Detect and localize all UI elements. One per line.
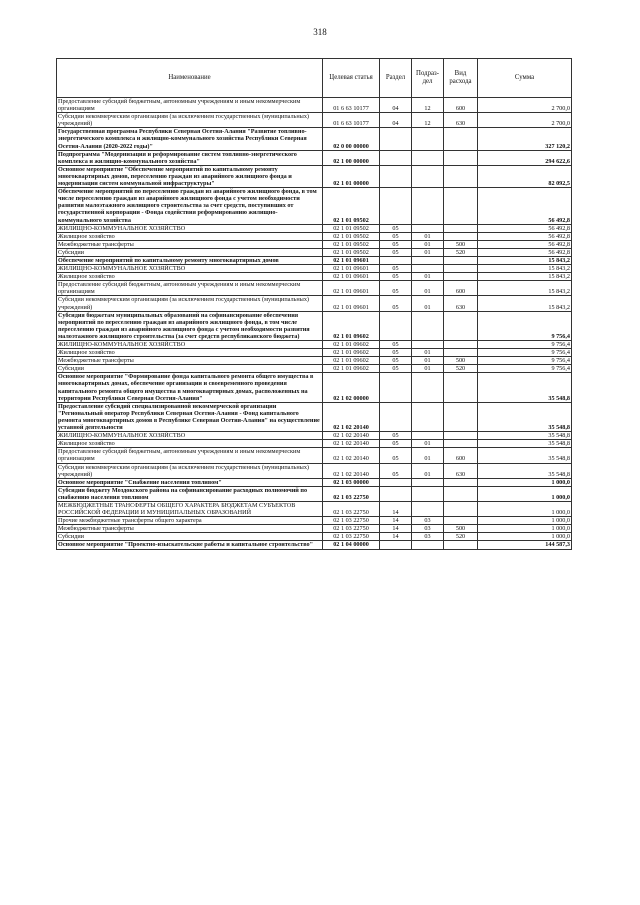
table-row [57, 98, 572, 113]
cell-expense-kind [444, 265, 478, 273]
cell-name: Жилищное хозяйство [57, 273, 323, 281]
table-row [57, 256, 572, 264]
cell-expense-kind [444, 256, 478, 264]
cell-target-code: 01 6 63 10177 [323, 98, 380, 113]
cell-target-code: 02 1 02 20140 [323, 432, 380, 440]
table-body [57, 98, 572, 550]
cell-target-code: 02 1 01 09502 [323, 232, 380, 240]
cell-target-code: 02 1 02 20140 [323, 463, 380, 478]
cell-target-code: 02 1 03 22750 [323, 525, 380, 533]
cell-name: Основное мероприятие "Проектно-изыскательские работы и капитальное строительство" [57, 541, 323, 549]
table-row [57, 128, 572, 150]
cell-name: Субсидии [57, 533, 323, 541]
cell-name: МЕЖБЮДЖЕТНЫЕ ТРАНСФЕРТЫ ОБЩЕГО ХАРАКТЕРА БЮДЖЕТАМ СУБЪЕКТОВ РОССИЙСКОЙ ФЕДЕРАЦИИ И МУНИЦИПАЛЬНЫХ ОБРАЗОВАНИЙ [57, 501, 323, 516]
cell-name: ЖИЛИЩНО-КОММУНАЛЬНОЕ ХОЗЯЙСТВО [57, 265, 323, 273]
cell-sum: 1 000,0 [478, 478, 572, 486]
cell-subsection: 01 [412, 296, 444, 311]
table-row [57, 296, 572, 311]
cell-sum: 56 492,8 [478, 188, 572, 224]
cell-sum: 15 843,2 [478, 265, 572, 273]
cell-expense-kind [444, 432, 478, 440]
cell-name: Жилищное хозяйство [57, 440, 323, 448]
table-row [57, 341, 572, 349]
cell-subsection: 12 [412, 98, 444, 113]
cell-subsection: 03 [412, 525, 444, 533]
table-row [57, 357, 572, 365]
cell-subsection: 01 [412, 357, 444, 365]
cell-name: Субсидии некоммерческим организациям (за исключением государственных (муниципальных) учреждений) [57, 296, 323, 311]
table-row [57, 478, 572, 486]
cell-expense-kind [444, 541, 478, 549]
cell-expense-kind: 500 [444, 240, 478, 248]
cell-section [380, 541, 412, 549]
cell-name: Прочие межбюджетные трансферты общего характера [57, 517, 323, 525]
table-row [57, 281, 572, 296]
cell-expense-kind [444, 232, 478, 240]
cell-name: ЖИЛИЩНО-КОММУНАЛЬНОЕ ХОЗЯЙСТВО [57, 432, 323, 440]
cell-expense-kind: 600 [444, 448, 478, 463]
cell-expense-kind: 500 [444, 525, 478, 533]
cell-subsection: 01 [412, 440, 444, 448]
cell-name: ЖИЛИЩНО-КОММУНАЛЬНОЕ ХОЗЯЙСТВО [57, 341, 323, 349]
cell-subsection [412, 256, 444, 264]
table-row [57, 365, 572, 373]
cell-target-code: 02 1 02 20140 [323, 402, 380, 431]
table-row [57, 432, 572, 440]
table-row [57, 232, 572, 240]
cell-subsection: 01 [412, 365, 444, 373]
cell-section: 05 [380, 265, 412, 273]
cell-target-code: 02 1 01 09602 [323, 341, 380, 349]
cell-section: 14 [380, 501, 412, 516]
cell-name: Предоставление субсидий специализированной некоммерческой организации "Региональный оператор Республики Северная Осетия-Алания - Фонд капитального ремонта многоквартирных домов в Республике Северная Осетия-Алания" на осуществление уставной деятельности [57, 402, 323, 431]
cell-sum: 9 756,4 [478, 365, 572, 373]
table-row [57, 150, 572, 165]
table-row [57, 265, 572, 273]
cell-name: Подпрограмма "Модернизация и реформирование систем топливно-энергетического комплекса и жилищно-коммунального хозяйства" [57, 150, 323, 165]
cell-target-code: 02 1 01 09601 [323, 273, 380, 281]
cell-name: Основное мероприятие "Формирование фонда капитального ремонта общего имущества в многоквартирных домах, обеспечение организации и своевременного проведения капитального ремонта общего имущества в многоквартирных домах, расположенных на территории Республики Северная Осетия-Алания" [57, 373, 323, 402]
cell-sum: 56 492,8 [478, 232, 572, 240]
cell-target-code: 02 1 04 00000 [323, 541, 380, 549]
header-expense-kind: Вид расхода [444, 59, 478, 98]
cell-sum: 2 700,0 [478, 113, 572, 128]
cell-name: Обеспечение мероприятий по капитальному ремонту многоквартирных домов [57, 256, 323, 264]
cell-subsection: 01 [412, 248, 444, 256]
cell-target-code: 02 1 01 09502 [323, 224, 380, 232]
cell-section: 05 [380, 232, 412, 240]
cell-section: 05 [380, 365, 412, 373]
cell-name: Межбюджетные трансферты [57, 357, 323, 365]
cell-expense-kind: 520 [444, 248, 478, 256]
cell-subsection [412, 373, 444, 402]
cell-expense-kind: 630 [444, 113, 478, 128]
cell-expense-kind [444, 373, 478, 402]
table-row [57, 486, 572, 501]
cell-subsection [412, 265, 444, 273]
budget-table [56, 58, 572, 550]
cell-section: 14 [380, 525, 412, 533]
header-target-code: Целевая статья [323, 59, 380, 98]
cell-sum: 1 000,0 [478, 525, 572, 533]
cell-target-code: 01 6 63 10177 [323, 113, 380, 128]
cell-section: 05 [380, 357, 412, 365]
table-row [57, 248, 572, 256]
cell-subsection [412, 478, 444, 486]
cell-expense-kind [444, 150, 478, 165]
cell-name: Жилищное хозяйство [57, 349, 323, 357]
cell-expense-kind: 630 [444, 296, 478, 311]
cell-expense-kind: 600 [444, 281, 478, 296]
cell-target-code: 02 1 03 22750 [323, 501, 380, 516]
table-row [57, 448, 572, 463]
table-row [57, 402, 572, 431]
cell-expense-kind [444, 349, 478, 357]
cell-subsection [412, 501, 444, 516]
cell-expense-kind [444, 517, 478, 525]
cell-expense-kind: 500 [444, 357, 478, 365]
cell-sum: 9 756,4 [478, 341, 572, 349]
cell-section [380, 256, 412, 264]
cell-target-code: 02 1 02 20140 [323, 440, 380, 448]
cell-target-code: 02 1 03 00000 [323, 478, 380, 486]
cell-name: Основное мероприятие "Снабжение населения топливом" [57, 478, 323, 486]
cell-sum: 35 548,8 [478, 432, 572, 440]
table-row [57, 440, 572, 448]
cell-section [380, 478, 412, 486]
cell-name: ЖИЛИЩНО-КОММУНАЛЬНОЕ ХОЗЯЙСТВО [57, 224, 323, 232]
cell-target-code: 02 1 01 09602 [323, 311, 380, 340]
cell-section [380, 373, 412, 402]
cell-target-code: 02 1 01 00000 [323, 165, 380, 187]
cell-sum: 35 548,8 [478, 373, 572, 402]
cell-target-code: 02 1 03 22750 [323, 517, 380, 525]
cell-name: Субсидии некоммерческим организациям (за исключением государственных (муниципальных) учреждений) [57, 113, 323, 128]
header-section: Раздел [380, 59, 412, 98]
cell-target-code: 02 1 01 09601 [323, 265, 380, 273]
cell-sum: 9 756,4 [478, 357, 572, 365]
cell-sum: 15 843,2 [478, 256, 572, 264]
table-row [57, 165, 572, 187]
cell-name: Основное мероприятие "Обеспечение мероприятий по капитальному ремонту многоквартирных домов, переселению граждан из аварийного жилищного фонда и модернизации систем коммунальной инфраструктуры" [57, 165, 323, 187]
cell-expense-kind: 630 [444, 463, 478, 478]
cell-subsection [412, 432, 444, 440]
cell-name: Государственная программа Республики Северная Осетия-Алания "Развитие топливно-энергетического комплекса и жилищно-коммунального хозяйства Республики Северная Осетия-Алания (2020-2022 годы)" [57, 128, 323, 150]
cell-subsection: 01 [412, 448, 444, 463]
table-row [57, 188, 572, 224]
cell-name: Межбюджетные трансферты [57, 525, 323, 533]
cell-name: Предоставление субсидий бюджетным, автономным учреждениям и иным некоммерческим организациям [57, 98, 323, 113]
cell-section: 05 [380, 224, 412, 232]
cell-sum: 9 756,4 [478, 311, 572, 340]
cell-target-code: 02 1 01 09601 [323, 281, 380, 296]
cell-name: Субсидии [57, 365, 323, 373]
cell-section: 05 [380, 341, 412, 349]
table-row [57, 463, 572, 478]
cell-section: 05 [380, 349, 412, 357]
cell-name: Субсидия бюджетам муниципальных образований на софинансирование обеспечения мероприятий по переселению граждан из аварийного жилищного фонда, в том числе переселению граждан из аварийного жилищного фонда с учетом необходимости развития малоэтажного жилищного строительства (за счет средств республиканского бюджета) [57, 311, 323, 340]
cell-sum: 56 492,8 [478, 240, 572, 248]
cell-name: Предоставление субсидий бюджетным, автономным учреждениям и иным некоммерческим организациям [57, 281, 323, 296]
page-number: 318 [313, 27, 327, 37]
cell-sum: 15 843,2 [478, 273, 572, 281]
cell-target-code: 02 1 02 00000 [323, 373, 380, 402]
table-row [57, 373, 572, 402]
cell-expense-kind [444, 478, 478, 486]
cell-sum: 35 548,8 [478, 463, 572, 478]
cell-target-code: 02 1 01 09602 [323, 349, 380, 357]
cell-section: 05 [380, 463, 412, 478]
cell-name: Жилищное хозяйство [57, 232, 323, 240]
table-row [57, 273, 572, 281]
table-row [57, 501, 572, 516]
cell-sum: 1 000,0 [478, 517, 572, 525]
cell-expense-kind: 600 [444, 98, 478, 113]
table-row [57, 525, 572, 533]
cell-sum: 56 492,8 [478, 224, 572, 232]
cell-expense-kind [444, 224, 478, 232]
table-row [57, 113, 572, 128]
cell-sum: 35 548,8 [478, 448, 572, 463]
cell-sum: 56 492,8 [478, 248, 572, 256]
cell-section: 14 [380, 533, 412, 541]
cell-expense-kind: 520 [444, 365, 478, 373]
table-row [57, 349, 572, 357]
cell-subsection: 01 [412, 240, 444, 248]
header-name: Наименование [57, 59, 323, 98]
cell-section [380, 165, 412, 187]
cell-section: 05 [380, 448, 412, 463]
cell-subsection [412, 341, 444, 349]
cell-target-code: 02 1 01 09602 [323, 365, 380, 373]
cell-section [380, 150, 412, 165]
cell-subsection [412, 402, 444, 431]
cell-subsection [412, 541, 444, 549]
cell-subsection [412, 486, 444, 501]
cell-expense-kind [444, 440, 478, 448]
cell-target-code: 02 1 00 00000 [323, 150, 380, 165]
cell-sum: 15 843,2 [478, 296, 572, 311]
cell-target-code: 02 1 01 09502 [323, 240, 380, 248]
cell-expense-kind [444, 165, 478, 187]
cell-sum: 327 120,2 [478, 128, 572, 150]
cell-section: 05 [380, 248, 412, 256]
header-sum: Сумма [478, 59, 572, 98]
cell-section: 05 [380, 240, 412, 248]
cell-expense-kind [444, 486, 478, 501]
cell-sum: 15 843,2 [478, 281, 572, 296]
cell-target-code: 02 1 01 09601 [323, 256, 380, 264]
table-row [57, 224, 572, 232]
cell-subsection: 03 [412, 533, 444, 541]
cell-subsection [412, 165, 444, 187]
cell-target-code: 02 1 02 20140 [323, 448, 380, 463]
cell-sum: 82 092,5 [478, 165, 572, 187]
cell-sum: 1 000,0 [478, 533, 572, 541]
table-row [57, 517, 572, 525]
cell-section: 04 [380, 113, 412, 128]
cell-name: Субсидии бюджету Моздокского района на софинансирование расходных полномочий по снабжению населения топливом [57, 486, 323, 501]
cell-sum: 35 548,8 [478, 402, 572, 431]
table-header-row [57, 59, 572, 98]
cell-section [380, 188, 412, 224]
cell-name: Субсидии некоммерческим организациям (за исключением государственных (муниципальных) учреждений) [57, 463, 323, 478]
header-subsection: Подраз- дел [412, 59, 444, 98]
cell-sum: 1 000,0 [478, 486, 572, 501]
cell-expense-kind [444, 501, 478, 516]
cell-target-code: 02 1 01 09601 [323, 296, 380, 311]
cell-name: Субсидии [57, 248, 323, 256]
table-row [57, 541, 572, 549]
cell-section [380, 128, 412, 150]
cell-subsection: 12 [412, 113, 444, 128]
cell-expense-kind: 520 [444, 533, 478, 541]
cell-target-code: 02 1 03 22750 [323, 486, 380, 501]
cell-subsection: 01 [412, 273, 444, 281]
cell-sum: 1 000,0 [478, 501, 572, 516]
cell-subsection [412, 128, 444, 150]
cell-section: 04 [380, 98, 412, 113]
cell-name: Предоставление субсидий бюджетным, автономным учреждениям и иным некоммерческим организациям [57, 448, 323, 463]
cell-target-code: 02 1 01 09502 [323, 248, 380, 256]
cell-sum: 35 548,8 [478, 440, 572, 448]
cell-section: 05 [380, 273, 412, 281]
cell-name: Обеспечение мероприятий по переселению граждан из аварийного жилищного фонда, в том числе переселению граждан из аварийного жилищного фонда с учетом необходимости развития малоэтажного жилищного строительства за счет средств, поступивших от государственной корпорации - Фонда содействия реформированию жилищно-коммунального хозяйства [57, 188, 323, 224]
cell-subsection: 01 [412, 281, 444, 296]
cell-subsection [412, 224, 444, 232]
cell-expense-kind [444, 341, 478, 349]
cell-expense-kind [444, 311, 478, 340]
cell-sum: 294 622,6 [478, 150, 572, 165]
cell-expense-kind [444, 188, 478, 224]
table-row [57, 240, 572, 248]
cell-section: 05 [380, 296, 412, 311]
table-row [57, 311, 572, 340]
cell-target-code: 02 1 01 09502 [323, 188, 380, 224]
cell-sum: 9 756,4 [478, 349, 572, 357]
cell-target-code: 02 1 01 09602 [323, 357, 380, 365]
cell-section: 14 [380, 517, 412, 525]
cell-target-code: 02 0 00 00000 [323, 128, 380, 150]
cell-section: 05 [380, 440, 412, 448]
cell-subsection: 01 [412, 463, 444, 478]
cell-section: 05 [380, 281, 412, 296]
cell-subsection [412, 150, 444, 165]
cell-sum: 144 587,3 [478, 541, 572, 549]
cell-subsection [412, 188, 444, 224]
cell-section [380, 311, 412, 340]
cell-name: Межбюджетные трансферты [57, 240, 323, 248]
cell-subsection: 01 [412, 232, 444, 240]
cell-target-code: 02 1 03 22750 [323, 533, 380, 541]
cell-sum: 2 700,0 [478, 98, 572, 113]
table-row [57, 533, 572, 541]
cell-subsection: 01 [412, 349, 444, 357]
cell-section: 05 [380, 432, 412, 440]
cell-section [380, 486, 412, 501]
cell-expense-kind [444, 273, 478, 281]
cell-expense-kind [444, 402, 478, 431]
cell-subsection: 03 [412, 517, 444, 525]
cell-subsection [412, 311, 444, 340]
cell-expense-kind [444, 128, 478, 150]
cell-section [380, 402, 412, 431]
